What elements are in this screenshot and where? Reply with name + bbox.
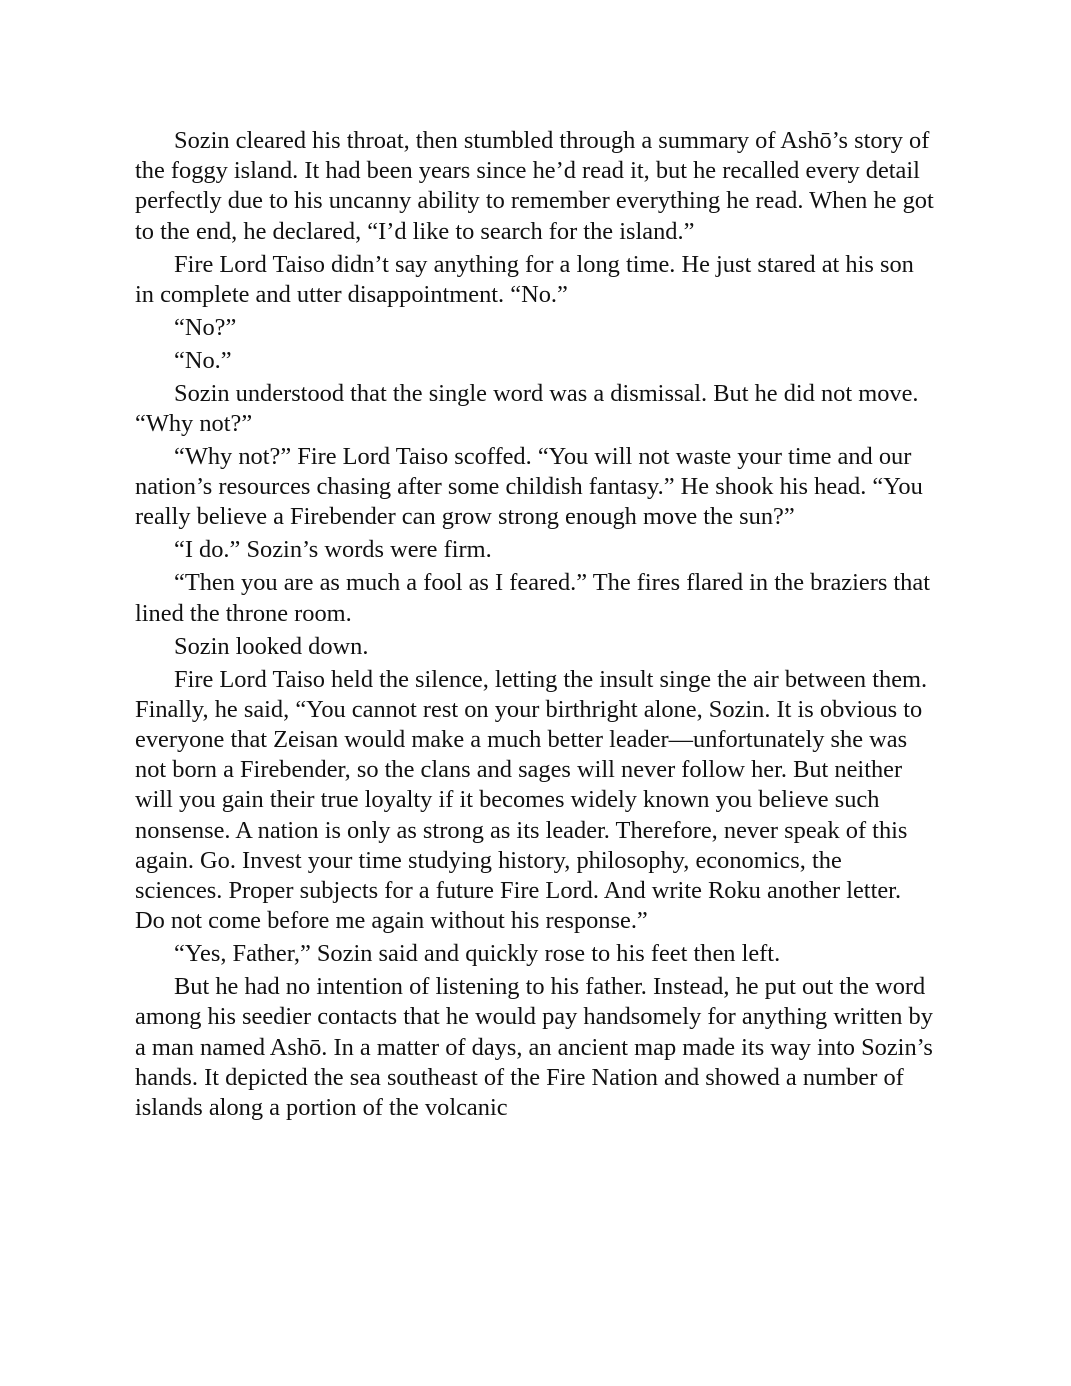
paragraph: Sozin cleared his throat, then stumbled through a summary of Ashō’s story of the foggy island. It had been years since he’d read it, but he recalled every detail perfectly due to his uncanny ability to remember everything he read. When he got to the end, he declared, “I’d like to search for the island.” [135, 127, 934, 245]
paragraph: “Why not?” Fire Lord Taiso scoffed. “You will not waste your time and our nation’s resources chasing after some childish fantasy.” He shook his head. “You really believe a Firebender can grow strong enough move the sun?” [135, 443, 923, 531]
paragraph: But he had no intention of listening to his father. Instead, he put out the word among his seedier contacts that he would pay handsomely for anything written by a man named Ashō. In a matter of days, an ancient map made its way into Sozin’s hands. It depicted the sea southeast of the Fire Nation and showed a number of islands along a portion of the volcanic [135, 973, 933, 1122]
paragraph: Fire Lord Taiso didn’t say anything for a long time. He just stared at his son in complete and utter disappointment. “No.” [135, 250, 914, 308]
paragraph: “No.” [174, 346, 232, 374]
book-page-text [135, 126, 935, 1126]
paragraph: “No?” [174, 313, 237, 341]
paragraph: Fire Lord Taiso held the silence, letting the insult singe the air between them. Finally, he said, “You cannot rest on your birthright alone, Sozin. It is obvious to everyone that Zeisan would make a much better leader—unfortunately she was not born a Firebender, so the clans and sages will never follow her. But neither will you gain their true loyalty if it becomes widely known you believe such nonsense. A nation is only as strong as its leader. Therefore, never speak of this again. Go. Invest your time studying history, philosophy, economics, the sciences. Proper subjects for a future Fire Lord. And write Roku another letter. Do not come before me again without his response.” [135, 665, 928, 935]
paragraph: “Then you are as much a fool as I feared.” The fires flared in the braziers that lined the throne room. [135, 569, 930, 627]
paragraph: “I do.” Sozin’s words were firm. [174, 536, 492, 564]
paragraph: “Yes, Father,” Sozin said and quickly rose to his feet then left. [174, 940, 781, 968]
paragraph: Sozin understood that the single word was a dismissal. But he did not move. “Why not?” [135, 379, 919, 438]
paragraph: Sozin looked down. [174, 632, 369, 660]
